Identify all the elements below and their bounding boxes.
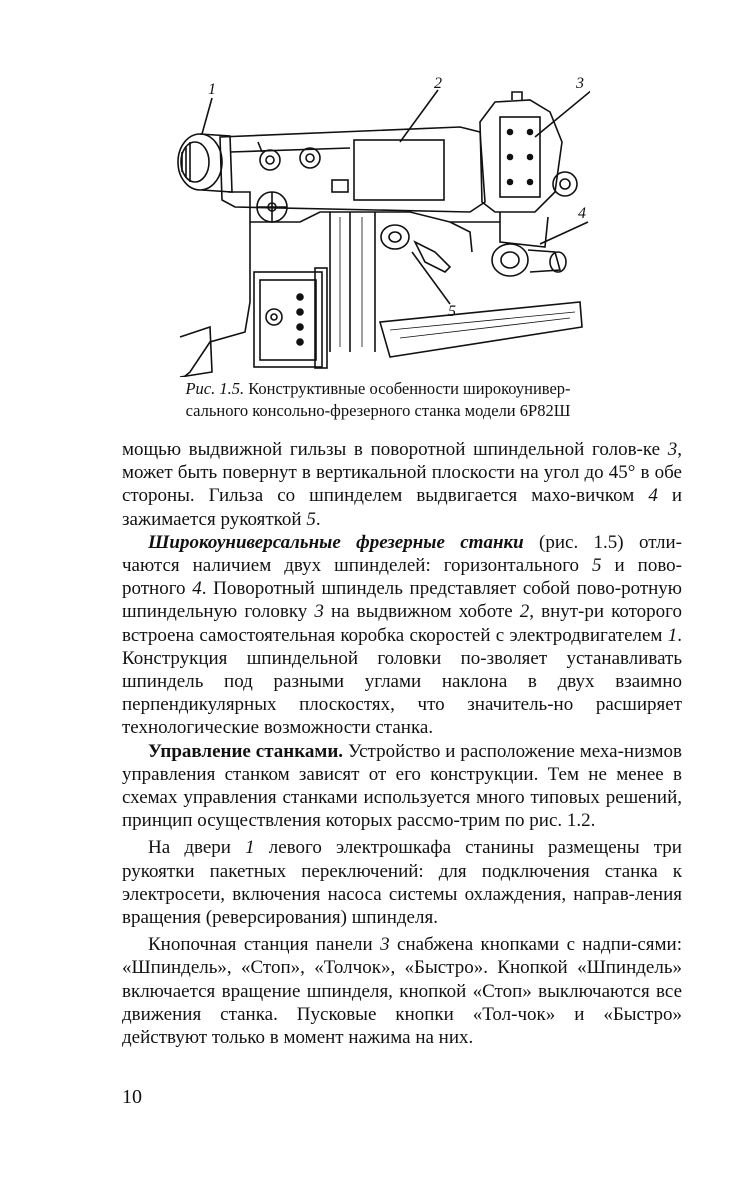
callout-5: 5 bbox=[448, 303, 456, 320]
paragraph-4: На двери 1 левого электрошкафа станины размещены три рукоятки пакетных переключений: для подключения станка к электросети, включения насоса системы охлаждения, направ-ления вращения (реверсирования) шпинделя. bbox=[122, 837, 682, 929]
paragraph-5: Кнопочная станция панели 3 снабжена кнопками с надпи-сями: «Шпиндель», «Стоп», «Толчок», «Быстро». Кнопкой «Шпиндель» включается вращение шпинделя, кнопкой «Стоп» выключаются все движения станка. Пусковые кнопки «Тол-чок» и «Быстро» действуют только в момент нажима на них. bbox=[122, 934, 682, 1049]
callout-2: 2 bbox=[434, 75, 442, 92]
term-machine-control: Управление станками. bbox=[148, 740, 344, 762]
callout-3: 3 bbox=[576, 75, 584, 92]
callout-4: 4 bbox=[578, 205, 586, 222]
caption-line-2: сального консольно-фрезерного станка модели 6Р82Ш bbox=[185, 401, 571, 420]
term-universal-milling: Широкоуниверсальные фрезерные станки bbox=[148, 531, 524, 553]
paragraph-3: Управление станками. Устройство и расположение меха-низмов управления станком зависят от его конструкции. Тем не менее в схемах управления станками используется много типовых решений, принцип осуществления которых рассмо-трим по рис. 1.2. bbox=[122, 740, 682, 832]
callout-1: 1 bbox=[208, 81, 216, 98]
figure-caption bbox=[120, 378, 636, 422]
milling-machine-illustration bbox=[150, 72, 590, 377]
page-number: 10 bbox=[122, 1086, 142, 1108]
caption-line-1: Конструктивные особенности широкоунивер- bbox=[248, 379, 571, 398]
body-text bbox=[122, 438, 682, 1049]
paragraph-1: мощью выдвижной гильзы в поворотной шпиндельной голов-ке 3, может быть повернут в вертикальной плоскости на угол до 45° в обе стороны. Гильза со шпинделем выдвигается махо-вичком 4 и зажимается рукояткой 5. bbox=[122, 439, 682, 530]
caption-label: Рис. 1.5. bbox=[185, 379, 245, 398]
machine-figure bbox=[150, 72, 590, 377]
paragraph-2: Широкоуниверсальные фрезерные станки (рис. 1.5) отли-чаются наличием двух шпинделей: горизонтального 5 и пово-ротного 4. Поворотный шпиндель представляет собой пово-ротную шпиндельную головку 3 на выдвижном хоботе 2, внут-ри которого встроена самостоятельная коробка скоростей с электродвигателем 1. Конструкция шпиндельной головки по-зволяет устанавливать шпиндель под разными углами наклона в двух взаимно перпендикулярных плоскостях, что значитель-но расширяет технологические возможности станка. bbox=[122, 531, 683, 739]
